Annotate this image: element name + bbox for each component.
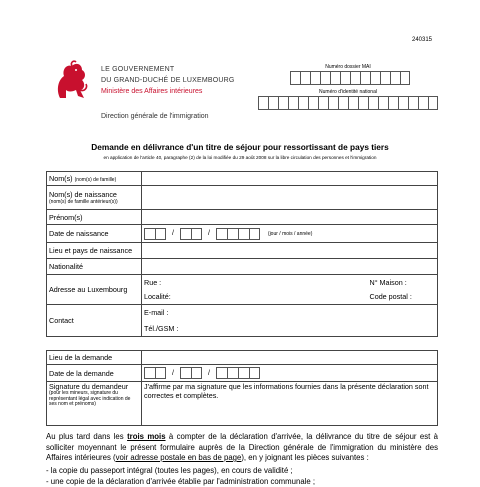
request-info-table bbox=[46, 350, 438, 426]
nom-naissance-input[interactable] bbox=[142, 186, 438, 210]
personal-info-table bbox=[46, 171, 438, 337]
adresse-label: Adresse au Luxembourg bbox=[47, 275, 142, 305]
lieu-demande-label: Lieu de la demande bbox=[47, 351, 142, 365]
form-subtitle: en application de l'article 40, paragraphe (2) de la loi modifiée du 29 août 2008 sur la libre circulation des personnes et l'immigration bbox=[0, 155, 480, 160]
lieu-demande-input[interactable] bbox=[142, 351, 438, 365]
red-lion-logo bbox=[52, 60, 92, 104]
nationalite-label: Nationalité bbox=[47, 259, 142, 275]
nom-input[interactable] bbox=[142, 172, 438, 186]
national-id-label: Numéro d'identité national bbox=[268, 89, 428, 95]
direction-name: Direction générale de l'immigration bbox=[101, 113, 209, 120]
date-demande-label: Date de la demande bbox=[47, 365, 142, 382]
contact-label: Contact bbox=[47, 305, 142, 337]
rue-input[interactable]: Rue : bbox=[142, 275, 368, 290]
required-documents-list bbox=[46, 466, 315, 487]
date-demande-input[interactable]: / / bbox=[142, 365, 438, 382]
list-item: - une copie de la déclaration d'arrivée établie par l'administration communale ; bbox=[46, 477, 315, 487]
dossier-number-label: Numéro dossier MAI bbox=[268, 64, 428, 70]
list-item: - la copie du passeport intégral (toutes les pages), en cours de validité ; bbox=[46, 466, 315, 477]
email-input[interactable]: E-mail : bbox=[142, 305, 438, 321]
date-naissance-input[interactable]: / / (jour / mois / année) bbox=[142, 225, 438, 243]
signature-field[interactable]: J'affirme par ma signature que les informations fournies dans la présente déclaration sont correctes et complètes. bbox=[142, 382, 438, 426]
document-code: 240315 bbox=[412, 37, 432, 43]
nationalite-input[interactable] bbox=[142, 259, 438, 275]
signature-label: Signature du demandeur (pour les mineurs, signature du représentant légal avec indication de ses nom et prénoms) bbox=[47, 382, 142, 426]
prenom-label: Prénom(s) bbox=[47, 210, 142, 225]
dossier-number-boxes[interactable] bbox=[290, 71, 410, 85]
instructions-paragraph: Au plus tard dans les trois mois à compter de la déclaration d'arrivée, la délivrance du titre de séjour est à solliciter moyennant le présent formulaire auprès de la Direction générale de l'immigration du ministère des Affaires intérieures (voir adresse postale en bas de page), en y joignant les pièces suivantes : bbox=[46, 432, 438, 464]
nom-naissance-label: Nom(s) de naissance (nom(s) de famille antérieur(s)) bbox=[47, 186, 142, 210]
nom-label: Nom(s) (nom(s) de famille) bbox=[47, 172, 142, 186]
government-line-2: DU GRAND-DUCHÉ DE LUXEMBOURG bbox=[101, 77, 235, 84]
date-naissance-label: Date de naissance bbox=[47, 225, 142, 243]
lieu-naissance-label: Lieu et pays de naissance bbox=[47, 243, 142, 259]
form-title: Demande en délivrance d'un titre de séjour pour ressortissant de pays tiers bbox=[0, 142, 480, 152]
tel-input[interactable]: Tél./GSM : bbox=[142, 321, 438, 337]
national-id-boxes[interactable] bbox=[258, 96, 438, 110]
date-format-hint: (jour / mois / année) bbox=[268, 231, 312, 237]
ministry-name: Ministère des Affaires intérieures bbox=[101, 88, 202, 95]
localite-input[interactable]: Localité: bbox=[142, 290, 368, 305]
code-postal-input[interactable]: Code postal : bbox=[368, 290, 438, 305]
prenom-input[interactable] bbox=[142, 210, 438, 225]
maison-input[interactable]: N° Maison : bbox=[368, 275, 438, 290]
lieu-naissance-input[interactable] bbox=[142, 243, 438, 259]
government-line-1: LE GOUVERNEMENT bbox=[101, 66, 174, 73]
